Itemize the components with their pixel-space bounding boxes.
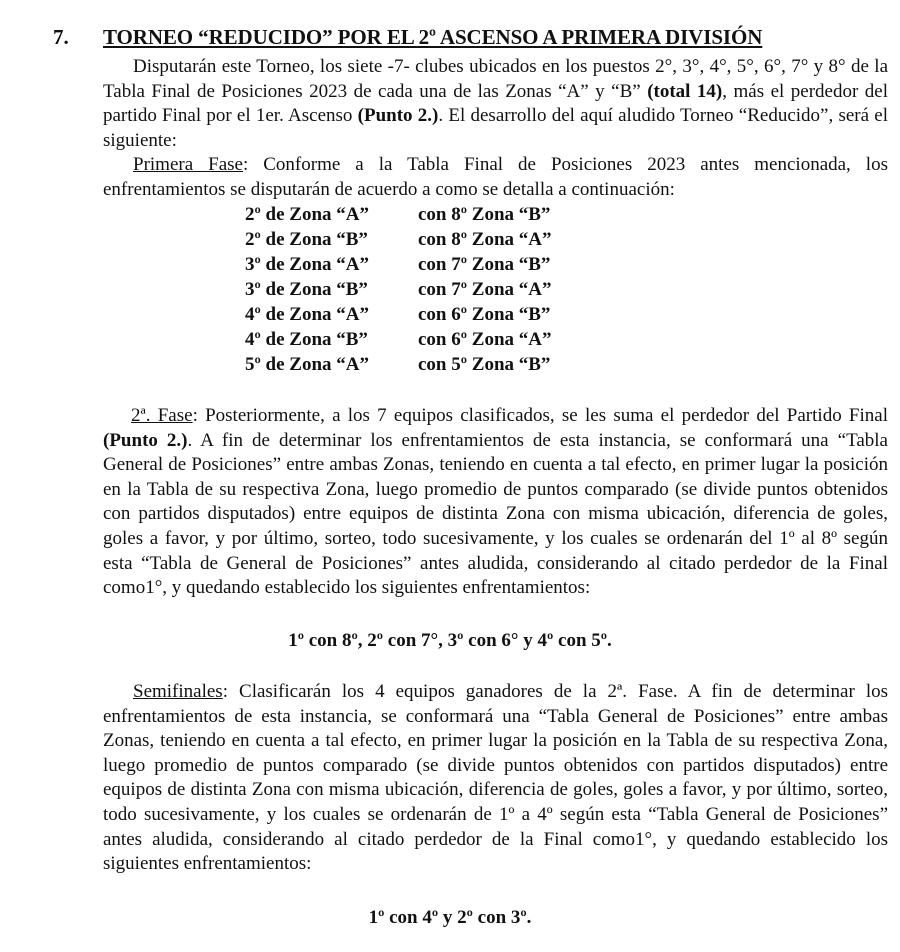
semifinales-pairings: 1º con 4º y 2º con 3º. [368,907,532,928]
intro-paragraph [103,55,888,153]
match-right: con 7º Zona “B” [418,254,551,275]
intro-punto-ref: (Punto 2.) [357,105,439,127]
section-heading [53,22,853,52]
primera-fase-label: Primera Fase [133,154,243,175]
match-right: con 8º Zona “B” [418,204,551,225]
match-row [245,202,551,227]
semifinales-label: Semifinales [133,681,223,702]
match-left: 4º de Zona “A” [245,304,369,325]
segunda-fase-pairings: 1º con 8º, 2º con 7°, 3º con 6° y 4º con 5º. [288,630,612,651]
intro-total: (total 14) [647,80,723,102]
match-right: con 7º Zona “A” [418,279,552,300]
primera-fase-text: : Conforme a la Tabla Final de Posiciones 2023 antes mencionada, los enfrentamientos se disputarán de acuerdo a como se detalla a continuación: [103,154,888,200]
match-right: con 8º Zona “A” [418,229,552,250]
section-title: TORNEO “REDUCIDO” POR EL 2º ASCENSO A PRIMERA DIVISIÓN [103,25,763,49]
match-left: 3º de Zona “B” [245,279,368,300]
match-left: 2º de Zona “B” [245,229,368,250]
segunda-fase-paragraph [103,404,888,601]
semifinales-text: : Clasificarán los 4 equipos ganadores de la 2ª. Fase. A fin de determinar los enfrentamientos de esta instancia, se conformará una “Tabla General de Posiciones” entre ambas Zonas, teniendo en cuenta a tal efecto, en primer lugar la posición en la Tabla de su respectiva Zona, luego promedio de puntos comparado (se divide puntos obtenidos con partidos disputados) entre equipos de distinta Zona con misma ubicación, diferencia de goles, goles a favor, y por último, sorteo, todo sucesivamente, y los cuales se ordenarán de 1º a 4º según esta “Tabla General de Posiciones” antes aludida, considerando al citado perdedor de la Final como1°, y quedando establecido los siguientes enfrentamientos: [103,681,888,875]
match-row [245,227,551,252]
match-left: 2º de Zona “A” [245,204,369,225]
segunda-fase-text-2: . A fin de determinar los enfrentamientos de esta instancia, se conformará una “Tabla General de Posiciones” entre ambas Zonas, teniendo en cuenta a tal efecto, en primer lugar la posición en la Tabla de su respectiva Zona, luego promedio de puntos comparado (se divide puntos obtenidos con partidos disputados) entre equipos de distinta Zona con misma ubicación, diferencia de goles, goles a favor, y por último, sorteo, todo sucesivamente, y los cuales se ordenarán del 1º al 8º según esta “Tabla de General de Posiciones” antes aludida, considerando al citado perdedor de la Final como1°, y quedando establecido los siguientes enfrentamientos: [103,429,888,599]
intro-text-1: Disputarán este Torneo, los siete -7- clubes ubicados en los puestos 2°, 3°, 4°, 5°, 6°, 7° y 8° de la Tabla Final de Posiciones 2023 de cada una de las Zonas “A” y “B” [103,56,888,102]
match-row [245,302,551,327]
segunda-fase-label: 2ª. Fase [131,405,193,426]
intro-text-2: , más el perdedor del partido Final por el 1er. Ascenso [103,80,888,127]
primera-fase-paragraph [103,153,888,202]
match-right: con 6º Zona “A” [418,329,552,350]
match-right: con 6º Zona “B” [418,304,551,325]
section-number: 7. [53,25,69,49]
match-row [245,327,551,352]
semifinales-paragraph [103,680,888,877]
match-row [245,277,551,302]
segunda-fase-text-1: : Posteriormente, a los 7 equipos clasificados, se les suma el perdedor del Partido Final [192,405,888,426]
segunda-fase-punto-ref: (Punto 2.) [103,429,188,451]
match-left: 4º de Zona “B” [245,329,368,350]
intro-text-3: . El desarrollo del aquí aludido Torneo “Reducido”, será el siguiente: [103,105,888,151]
primera-fase-matches [245,202,551,377]
match-row [245,352,551,377]
match-right: con 5º Zona “B” [418,354,551,375]
match-left: 5º de Zona “A” [245,354,369,375]
match-left: 3º de Zona “A” [245,254,369,275]
match-row [245,252,551,277]
